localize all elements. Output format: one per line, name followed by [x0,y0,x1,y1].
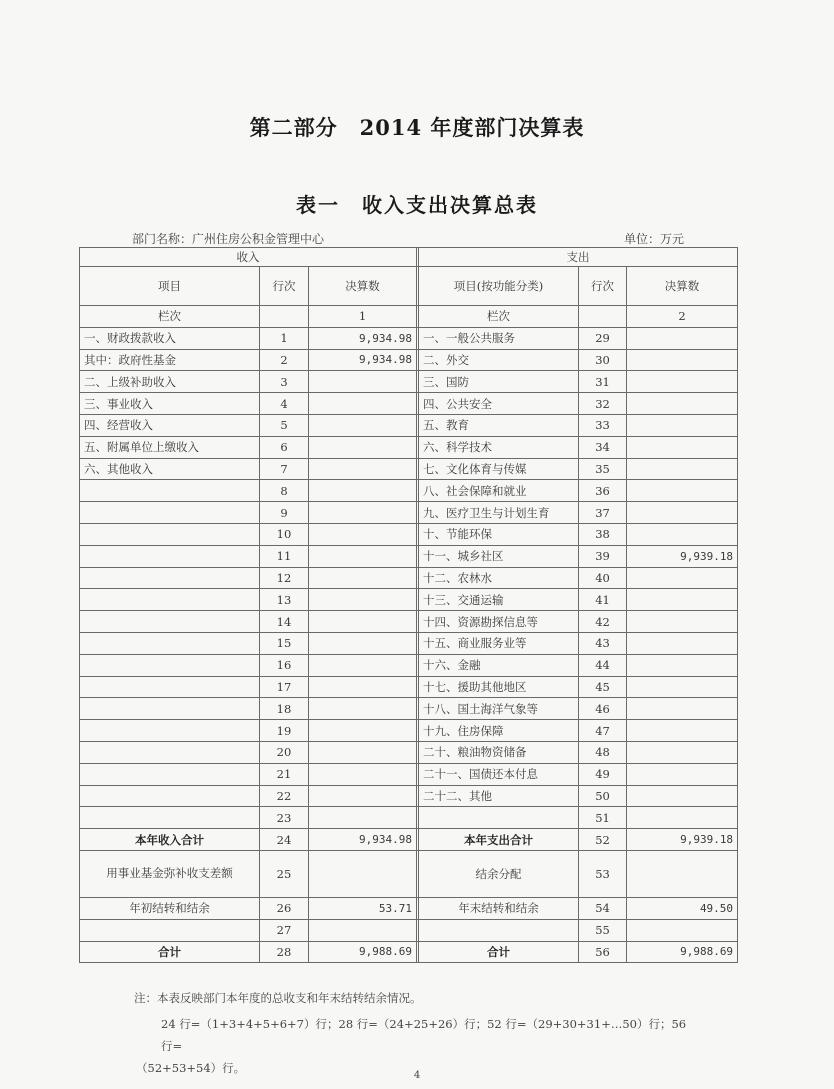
income-item [80,919,260,941]
expense-line: 49 [579,763,627,785]
income-item: 年初结转和结余 [80,897,260,919]
table-row [80,545,738,567]
expense-line: 51 [579,807,627,829]
income-amount [309,414,417,436]
income-amount [309,763,417,785]
income-item: 二、上级补助收入 [80,371,260,393]
income-line: 10 [260,523,309,545]
expense-amount [627,611,738,633]
income-item [80,611,260,633]
table-row [80,632,738,654]
expense-line: 54 [579,897,627,919]
expense-line: 35 [579,458,627,480]
expense-line: 36 [579,480,627,502]
expense-line: 32 [579,393,627,415]
table-row [80,611,738,633]
expense-item: 十三、交通运输 [419,589,579,611]
expense-item: 二十二、其他 [419,785,579,807]
expense-line: 29 [579,327,627,349]
income-item [80,763,260,785]
income-amount [309,720,417,742]
expense-amount: 9,939.18 [627,545,738,567]
income-amount [309,523,417,545]
income-item [80,807,260,829]
income-line: 28 [260,941,309,963]
expense-amount [627,763,738,785]
formula-line-1: 24 行=（1+3+4+5+6+7）行；28 行=（24+25+26）行；52 行=（29+30+31+…50）行；56 行= [161,1017,687,1053]
income-item [80,523,260,545]
expense-line: 45 [579,676,627,698]
expense-amount [627,523,738,545]
income-item: 一、财政拨款收入 [80,327,260,349]
expense-amount [627,676,738,698]
expense-item: 十四、资源勘探信息等 [419,611,579,633]
income-line: 23 [260,807,309,829]
expense-amount [627,414,738,436]
expense-item: 二十一、国债还本付息 [419,763,579,785]
expense-item: 八、社会保障和就业 [419,480,579,502]
income-amount [309,676,417,698]
expense-line: 38 [579,523,627,545]
income-line: 25 [260,850,309,897]
expense-item: 合计 [419,941,579,963]
income-line: 9 [260,502,309,524]
expense-item: 十一、城乡社区 [419,545,579,567]
expense-item: 十五、商业服务业等 [419,632,579,654]
income-amount: 9,934.98 [309,327,417,349]
table-row [80,785,738,807]
header-line-2: 行次 [579,267,627,306]
expense-amount [627,458,738,480]
income-amount: 9,988.69 [309,941,417,963]
table-row [80,763,738,785]
table-row [80,327,738,349]
income-line: 27 [260,919,309,941]
income-line: 7 [260,458,309,480]
income-line: 21 [260,763,309,785]
table-note: 注：本表反映部门本年度的总收支和年末结转结余情况。 [134,991,422,1005]
total-row [80,897,738,919]
income-item [80,785,260,807]
expense-line: 41 [579,589,627,611]
income-amount [309,611,417,633]
expense-line: 43 [579,632,627,654]
expense-amount [627,850,738,897]
income-item [80,502,260,524]
income-expense-table [79,247,738,963]
income-line: 24 [260,829,309,851]
expense-item: 二、外交 [419,349,579,371]
income-line: 26 [260,897,309,919]
income-item [80,589,260,611]
table-row [80,371,738,393]
expense-amount [627,720,738,742]
income-item: 本年收入合计 [80,829,260,851]
income-item: 合计 [80,941,260,963]
expense-item: 四、公共安全 [419,393,579,415]
income-amount [309,741,417,763]
expense-amount [627,327,738,349]
income-item [80,545,260,567]
expense-amount: 9,988.69 [627,941,738,963]
expense-line: 46 [579,698,627,720]
total-row [80,919,738,941]
col-number-1: 1 [309,306,417,328]
expense-line: 53 [579,850,627,897]
expense-line: 33 [579,414,627,436]
column-number-row [80,306,738,328]
expense-line: 37 [579,502,627,524]
expense-item: 十九、住房保障 [419,720,579,742]
income-line: 13 [260,589,309,611]
table-row [80,741,738,763]
expense-amount [627,632,738,654]
expense-item: 十八、国土海洋气象等 [419,698,579,720]
expense-amount [627,393,738,415]
expense-line: 40 [579,567,627,589]
expense-line: 39 [579,545,627,567]
expense-item: 十七、援助其他地区 [419,676,579,698]
total-row [80,941,738,963]
expense-amount [627,698,738,720]
expense-item: 十、节能环保 [419,523,579,545]
table-title: 表一 收入支出决算总表 [296,193,538,217]
income-item [80,698,260,720]
income-amount: 9,934.98 [309,349,417,371]
expense-amount [627,480,738,502]
income-amount [309,654,417,676]
expense-line: 34 [579,436,627,458]
expense-amount [627,741,738,763]
group-income: 收入 [80,248,417,267]
income-amount [309,371,417,393]
page-number: 4 [413,1070,421,1081]
income-line: 14 [260,611,309,633]
income-item: 五、附属单位上缴收入 [80,436,260,458]
income-amount [309,502,417,524]
expense-item [419,807,579,829]
header-item: 项目 [80,267,260,306]
income-item [80,654,260,676]
expense-item: 年末结转和结余 [419,897,579,919]
income-amount [309,807,417,829]
table-row [80,523,738,545]
income-amount [309,458,417,480]
expense-item: 结余分配 [419,850,579,897]
expense-amount [627,654,738,676]
income-amount [309,785,417,807]
expense-item [419,919,579,941]
expense-item: 三、国防 [419,371,579,393]
income-item: 用事业基金弥补收支差额 [80,850,260,897]
table-row [80,436,738,458]
table-row [80,698,738,720]
expense-line: 48 [579,741,627,763]
expense-amount [627,785,738,807]
expense-item: 七、文化体育与传媒 [419,458,579,480]
expense-item: 一、一般公共服务 [419,327,579,349]
expense-item: 六、科学技术 [419,436,579,458]
income-line: 11 [260,545,309,567]
income-amount [309,919,417,941]
income-line: 15 [260,632,309,654]
table-row [80,480,738,502]
income-line: 20 [260,741,309,763]
page-title: 第二部分 2014 年度部门决算表 [249,115,585,140]
formula-line-2: （52+53+54）行。 [136,1061,246,1075]
table-row [80,589,738,611]
income-item [80,741,260,763]
income-amount: 9,934.98 [309,829,417,851]
income-amount [309,589,417,611]
income-amount [309,545,417,567]
expense-line: 50 [579,785,627,807]
income-item [80,720,260,742]
total-row [80,850,738,897]
income-line: 19 [260,720,309,742]
expense-amount [627,371,738,393]
expense-line: 42 [579,611,627,633]
table-row [80,676,738,698]
expense-line: 52 [579,829,627,851]
income-amount [309,436,417,458]
table-row [80,807,738,829]
income-amount [309,632,417,654]
group-expense: 支出 [419,248,738,267]
col-number-2: 2 [627,306,738,328]
income-line: 18 [260,698,309,720]
expense-amount [627,502,738,524]
department-name: 部门名称：广州住房公积金管理中心 [132,232,325,246]
col-label-right: 栏次 [419,306,579,328]
income-item [80,676,260,698]
table-row [80,393,738,415]
income-line: 5 [260,414,309,436]
income-item: 其中：政府性基金 [80,349,260,371]
income-line: 8 [260,480,309,502]
income-item: 四、经营收入 [80,414,260,436]
table-row [80,414,738,436]
table-row [80,349,738,371]
expense-amount [627,436,738,458]
expense-item: 十六、金融 [419,654,579,676]
income-amount [309,393,417,415]
income-item [80,480,260,502]
income-item: 三、事业收入 [80,393,260,415]
expense-line: 47 [579,720,627,742]
income-line: 17 [260,676,309,698]
expense-amount [627,567,738,589]
header-func-item: 项目(按功能分类) [419,267,579,306]
income-item [80,567,260,589]
total-row [80,829,738,851]
expense-amount [627,349,738,371]
expense-line: 30 [579,349,627,371]
income-line: 4 [260,393,309,415]
expense-amount: 9,939.18 [627,829,738,851]
table-row [80,720,738,742]
income-line: 1 [260,327,309,349]
expense-line: 31 [579,371,627,393]
income-line: 6 [260,436,309,458]
expense-amount [627,589,738,611]
header-line: 行次 [260,267,309,306]
expense-item: 二十、粮油物资储备 [419,741,579,763]
col-label-left: 栏次 [80,306,260,328]
column-header-row [80,267,738,306]
expense-line: 56 [579,941,627,963]
expense-amount: 49.50 [627,897,738,919]
income-line: 16 [260,654,309,676]
income-line: 2 [260,349,309,371]
expense-item: 九、医疗卫生与计划生育 [419,502,579,524]
income-amount [309,480,417,502]
expense-amount [627,807,738,829]
income-amount [309,698,417,720]
expense-item: 十二、农林水 [419,567,579,589]
table-row [80,458,738,480]
group-header-row [80,248,738,267]
income-line: 22 [260,785,309,807]
table-row [80,502,738,524]
expense-item: 本年支出合计 [419,829,579,851]
income-item: 六、其他收入 [80,458,260,480]
income-item [80,632,260,654]
table-row [80,654,738,676]
header-amount-2: 决算数 [627,267,738,306]
income-line: 3 [260,371,309,393]
expense-item: 五、教育 [419,414,579,436]
income-amount [309,567,417,589]
expense-amount [627,919,738,941]
income-amount [309,850,417,897]
income-amount: 53.71 [309,897,417,919]
income-line: 12 [260,567,309,589]
unit-label: 单位：万元 [624,232,685,246]
expense-line: 55 [579,919,627,941]
expense-line: 44 [579,654,627,676]
header-amount: 决算数 [309,267,417,306]
table-row [80,567,738,589]
